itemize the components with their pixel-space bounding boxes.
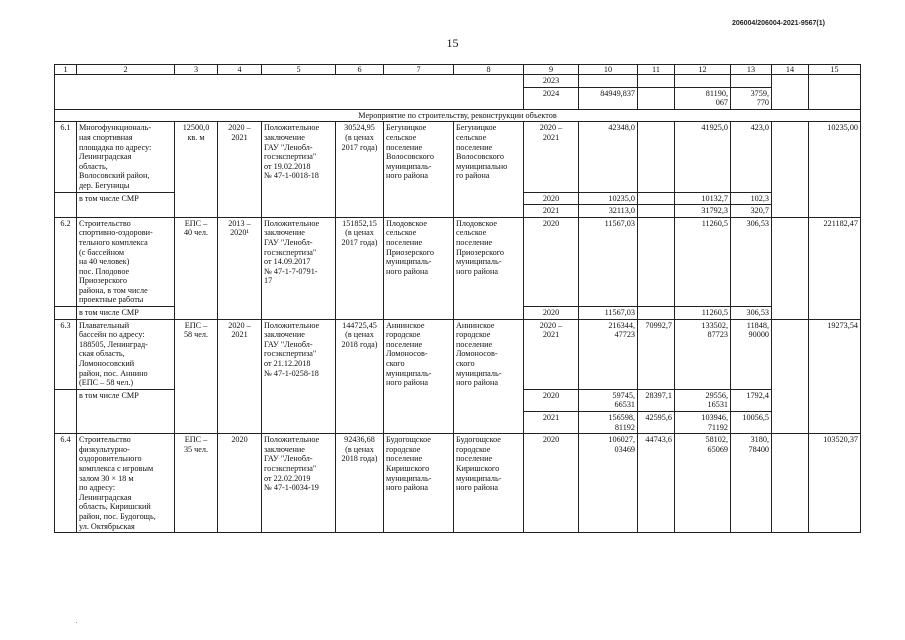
amount-cell	[579, 75, 638, 88]
column-number: 9	[524, 65, 579, 75]
blank-cell	[55, 75, 524, 110]
year-cell: 2023	[524, 75, 579, 88]
capacity-cell: ЕПС – 40 чел.	[175, 217, 218, 319]
amount-other	[772, 434, 809, 533]
remaining-cost: 19273,54	[809, 319, 861, 434]
amount-cell	[675, 75, 731, 88]
amount-other	[772, 122, 809, 217]
column-number: 14	[772, 65, 809, 75]
expertise-cell: Положительное заключение ГАУ "Ленобл- госэкспертиза" от 19.02.2018 № 47-1-0018-18	[262, 122, 336, 217]
amount-local: 10056,5	[731, 412, 772, 434]
amount-total: 32113,0	[579, 205, 638, 218]
column-number: 5	[262, 65, 336, 75]
object-name: Плавательный бассейн по адресу: 188505, Ленинград- ская область, Ломоносовский район, пос. Аннино (ЕПС – 58 чел.)	[77, 319, 175, 389]
amount-federal	[638, 307, 675, 320]
amount-federal: 42595,6	[638, 412, 675, 434]
year-cell: 2024	[524, 87, 579, 109]
customer-cell: Бегуницкое сельское поселение Волосовского муниципаль- ного района	[384, 122, 454, 217]
amount-local: 306,53	[731, 307, 772, 320]
amount-cell	[731, 75, 772, 88]
amount-cell: 84949,837	[579, 87, 638, 109]
blank-cell	[55, 192, 77, 217]
capacity-cell: ЕПС – 35 чел.	[175, 434, 218, 533]
customer-cell: Аннинское городское поселение Ломоносов- ского муниципаль- ного района	[384, 319, 454, 434]
carryover-row	[55, 75, 861, 88]
construction-years: 2020 – 2021	[218, 122, 262, 217]
remaining-cost: 10235,00	[809, 122, 861, 217]
capacity-cell: ЕПС – 58 чел.	[175, 319, 218, 434]
amount-total: 216344, 47723	[579, 319, 638, 389]
column-number-row	[55, 65, 861, 75]
column-number: 4	[218, 65, 262, 75]
owner-cell: Аннинское городское поселение Ломоносов- ского муниципаль- ного района	[454, 319, 524, 434]
amount-local: 11848, 90000	[731, 319, 772, 389]
program-table	[54, 64, 861, 533]
smr-label: в том числе СМР	[77, 192, 175, 217]
remaining-cost: 103520,37	[809, 434, 861, 533]
section-title: Мероприятие по строительству, реконструкции объектов	[55, 109, 861, 122]
remaining-cost: 221182,47	[809, 217, 861, 319]
amount-local: 3180, 78400	[731, 434, 772, 533]
column-number: 12	[675, 65, 731, 75]
amount-regional: 11260,5	[675, 217, 731, 306]
estimated-cost: 92436,68 (в ценах 2018 года)	[336, 434, 384, 533]
amount-regional: 41925,0	[675, 122, 731, 192]
column-number: 6	[336, 65, 384, 75]
customer-cell: Плодовское сельское поселение Приозерского муниципаль- ного района	[384, 217, 454, 319]
amount-regional: 103946, 71192	[675, 412, 731, 434]
financing-period: 2020 – 2021	[524, 319, 579, 389]
amount-local: 102,3	[731, 192, 772, 205]
amount-regional: 133502, 87723	[675, 319, 731, 389]
page-number: 15	[446, 36, 459, 50]
scan-artifact	[76, 622, 77, 623]
year-cell: 2020	[524, 307, 579, 320]
amount-other	[772, 217, 809, 319]
blank-cell	[772, 75, 809, 110]
blank-cell	[55, 389, 77, 433]
amount-regional: 58102, 65069	[675, 434, 731, 533]
financing-period: 2020	[524, 434, 579, 533]
year-cell: 2021	[524, 205, 579, 218]
construction-years: 2020	[218, 434, 262, 533]
amount-local: 423,0	[731, 122, 772, 192]
amount-local: 1792,4	[731, 389, 772, 411]
estimated-cost: 144725,45 (в ценах 2018 года)	[336, 319, 384, 434]
table-row	[55, 122, 861, 192]
amount-federal: 70992,7	[638, 319, 675, 389]
amount-total: 11567,03	[579, 307, 638, 320]
object-name: Строительство спортивно-оздорови- тельного комплекса (с бассейном на 40 человек) пос. Плодовое Приозерского района, в том числе проектные работы	[77, 217, 175, 306]
column-number: 1	[55, 65, 77, 75]
expertise-cell: Положительное заключение ГАУ "Ленобл- госэкспертиза" от 14.09.2017 № 47-1-7-0791- 17	[262, 217, 336, 319]
amount-other	[772, 319, 809, 434]
amount-federal	[638, 205, 675, 218]
smr-label: в том числе СМР	[77, 389, 175, 433]
amount-federal	[638, 192, 675, 205]
item-number: 6.2	[55, 217, 77, 306]
amount-federal	[638, 217, 675, 306]
column-number: 7	[384, 65, 454, 75]
column-number: 2	[77, 65, 175, 75]
amount-regional: 29556, 16531	[675, 389, 731, 411]
object-name: Многофункциональ- ная спортивная площадка по адресу: Ленинградская область, Волосовский район, дер. Бегуницы	[77, 122, 175, 192]
column-number: 13	[731, 65, 772, 75]
financing-period: 2020	[524, 217, 579, 306]
customer-cell: Будогощское городское поселение Киришского муниципаль- ного района	[384, 434, 454, 533]
section-row	[55, 109, 861, 122]
amount-federal: 44743,6	[638, 434, 675, 533]
financing-period: 2020 – 2021	[524, 122, 579, 192]
amount-total: 10235,0	[579, 192, 638, 205]
amount-total: 11567,03	[579, 217, 638, 306]
estimated-cost: 151852,15 (в ценах 2017 года)	[336, 217, 384, 319]
amount-cell	[638, 87, 675, 109]
table-row	[55, 217, 861, 306]
item-number: 6.4	[55, 434, 77, 533]
amount-regional: 11260,5	[675, 307, 731, 320]
capacity-cell: 12500,0 кв. м	[175, 122, 218, 217]
amount-total: 156598, 81192	[579, 412, 638, 434]
column-number: 15	[809, 65, 861, 75]
amount-total: 59745, 66531	[579, 389, 638, 411]
expertise-cell: Положительное заключение ГАУ "Ленобл- госэкспертиза" от 21.12.2018 № 47-1-0258-18	[262, 319, 336, 434]
amount-federal	[638, 122, 675, 192]
object-name: Строительство физкультурно- оздоровительного комплекса с игровым залом 30 × 18 м по адресу: Ленинградская область, Киришский район, пос. Будогощь, ул. Октябрьская	[77, 434, 175, 533]
column-number: 11	[638, 65, 675, 75]
amount-cell: 81190, 067	[675, 87, 731, 109]
smr-label: в том числе СМР	[77, 307, 175, 320]
expertise-cell: Положительное заключение ГАУ "Ленобл- госэкспертиза" от 22.02.2019 № 47-1-0034-19	[262, 434, 336, 533]
item-number: 6.1	[55, 122, 77, 192]
column-number: 10	[579, 65, 638, 75]
year-cell: 2020	[524, 192, 579, 205]
column-number: 8	[454, 65, 524, 75]
item-number: 6.3	[55, 319, 77, 389]
amount-cell	[638, 75, 675, 88]
year-cell: 2020	[524, 389, 579, 411]
owner-cell: Будогощское городское поселение Киришского муниципаль- ного района	[454, 434, 524, 533]
construction-years: 2013 – 2020¹	[218, 217, 262, 319]
amount-regional: 10132,7	[675, 192, 731, 205]
document-id: 206004/206004-2021-9567(1)	[731, 20, 825, 27]
amount-total: 106027, 03469	[579, 434, 638, 533]
owner-cell: Бегуницкое сельское поселение Волосовского муниципально го района	[454, 122, 524, 217]
amount-cell: 3759, 770	[731, 87, 772, 109]
column-number: 3	[175, 65, 218, 75]
year-cell: 2021	[524, 412, 579, 434]
amount-federal: 28397,1	[638, 389, 675, 411]
amount-total: 42348,0	[579, 122, 638, 192]
table-row	[55, 434, 861, 533]
owner-cell: Плодовское сельское поселение Приозерского муниципаль- ного района	[454, 217, 524, 319]
amount-regional: 31792,3	[675, 205, 731, 218]
blank-cell	[55, 307, 77, 320]
estimated-cost: 30524,95 (в ценах 2017 года)	[336, 122, 384, 217]
amount-local: 320,7	[731, 205, 772, 218]
amount-local: 306,53	[731, 217, 772, 306]
table-row	[55, 319, 861, 389]
construction-years: 2020 – 2021	[218, 319, 262, 434]
blank-cell	[809, 75, 861, 110]
